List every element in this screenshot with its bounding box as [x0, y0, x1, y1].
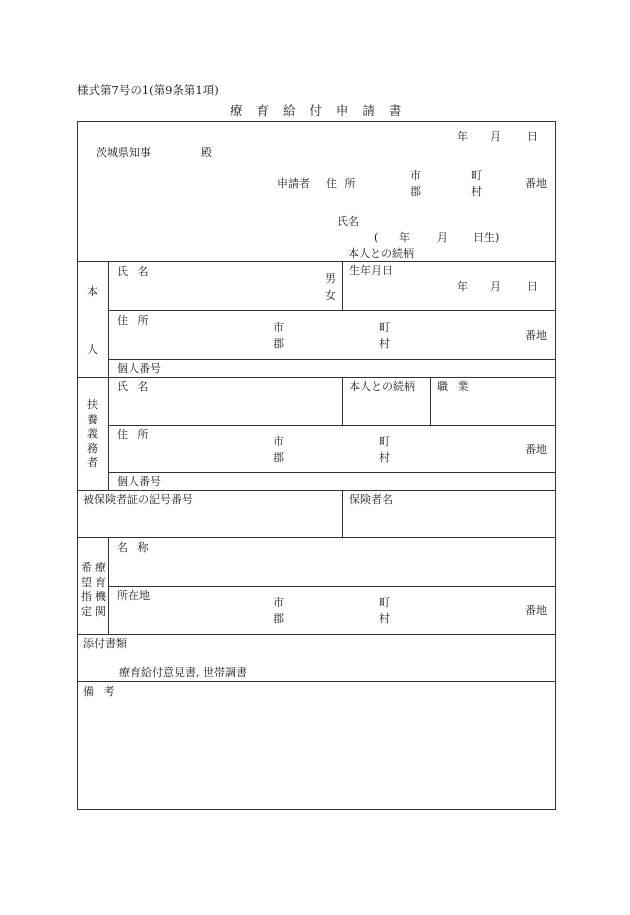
attachments-label: 添付書類 — [83, 637, 127, 650]
guardian-id-label: 個人番号 — [117, 475, 161, 488]
guardian-side-label: 扶養義務者 — [87, 398, 98, 469]
facility-banchi-label: 番地 — [525, 604, 547, 617]
guardian-occupation-label: 職 業 — [437, 380, 469, 393]
birth-day-label: 日生) — [473, 231, 500, 244]
form-number: 様式第7号の1(第9条第1項) — [77, 83, 219, 97]
birth-open-paren: ( — [374, 231, 379, 244]
applicant-city-label: 市 — [410, 169, 421, 182]
applicant-label: 申請者 — [277, 177, 310, 190]
date-year-label: 年 — [457, 130, 468, 143]
guardian-gun-label: 郡 — [273, 451, 284, 464]
remarks-label: 備 考 — [83, 685, 115, 698]
facility-mura-label: 村 — [379, 612, 390, 625]
honnin-birth-year-label: 年 — [457, 280, 468, 293]
applicant-name-label: 氏名 — [337, 215, 359, 228]
honnin-name-label: 氏 名 — [117, 265, 149, 278]
facility-side-label-col1: 希望指定 — [81, 561, 92, 618]
honnin-male-label: 男 — [325, 272, 336, 285]
honnin-side-label-bottom: 人 — [87, 343, 98, 356]
date-month-label: 月 — [490, 130, 501, 143]
facility-gun-label: 郡 — [273, 612, 284, 625]
attachments-content: 療育給付意見書, 世帯調書 — [119, 666, 247, 679]
birth-month-label: 月 — [437, 231, 448, 244]
date-day-label: 日 — [527, 130, 538, 143]
applicant-relation-label: 本人との続柄 — [348, 247, 414, 260]
honnin-address-label: 住 所 — [117, 314, 149, 327]
insurance-card-label: 被保険者証の記号番号 — [83, 493, 193, 506]
addressee-honorific: 殿 — [201, 146, 212, 159]
guardian-address-label: 住 所 — [117, 428, 149, 441]
birth-year-label: 年 — [399, 231, 410, 244]
honnin-birth-day-label: 日 — [527, 280, 538, 293]
form-title: 療 育 給 付 申 請 書 — [230, 103, 407, 118]
honnin-birth-month-label: 月 — [490, 280, 501, 293]
guardian-mura-label: 村 — [379, 451, 390, 464]
honnin-id-label: 個人番号 — [117, 362, 161, 375]
honnin-female-label: 女 — [325, 289, 336, 302]
applicant-machi-label: 町 — [471, 169, 482, 182]
guardian-city-label: 市 — [273, 435, 284, 448]
honnin-side-label-top: 本 — [87, 285, 98, 298]
addressee-label: 茨城県知事 — [96, 146, 151, 159]
facility-location-label: 所在地 — [117, 589, 150, 602]
honnin-gun-label: 郡 — [273, 337, 284, 350]
facility-city-label: 市 — [273, 596, 284, 609]
facility-name-label: 名 称 — [117, 541, 149, 554]
applicant-gun-label: 郡 — [410, 185, 421, 198]
guardian-machi-label: 町 — [379, 435, 390, 448]
honnin-machi-label: 町 — [379, 321, 390, 334]
guardian-banchi-label: 番地 — [525, 443, 547, 456]
guardian-relation-label: 本人との続柄 — [349, 380, 415, 393]
applicant-address-label: 住 所 — [326, 177, 356, 190]
facility-side-label-col2: 療育機関 — [95, 561, 106, 618]
honnin-mura-label: 村 — [379, 337, 390, 350]
honnin-birthdate-label: 生年月日 — [349, 264, 393, 277]
honnin-banchi-label: 番地 — [525, 329, 547, 342]
applicant-mura-label: 村 — [471, 185, 482, 198]
honnin-city-label: 市 — [273, 321, 284, 334]
applicant-banchi-label: 番地 — [525, 177, 547, 190]
insurer-name-label: 保険者名 — [349, 493, 393, 506]
guardian-name-label: 氏 名 — [117, 380, 149, 393]
facility-machi-label: 町 — [379, 596, 390, 609]
